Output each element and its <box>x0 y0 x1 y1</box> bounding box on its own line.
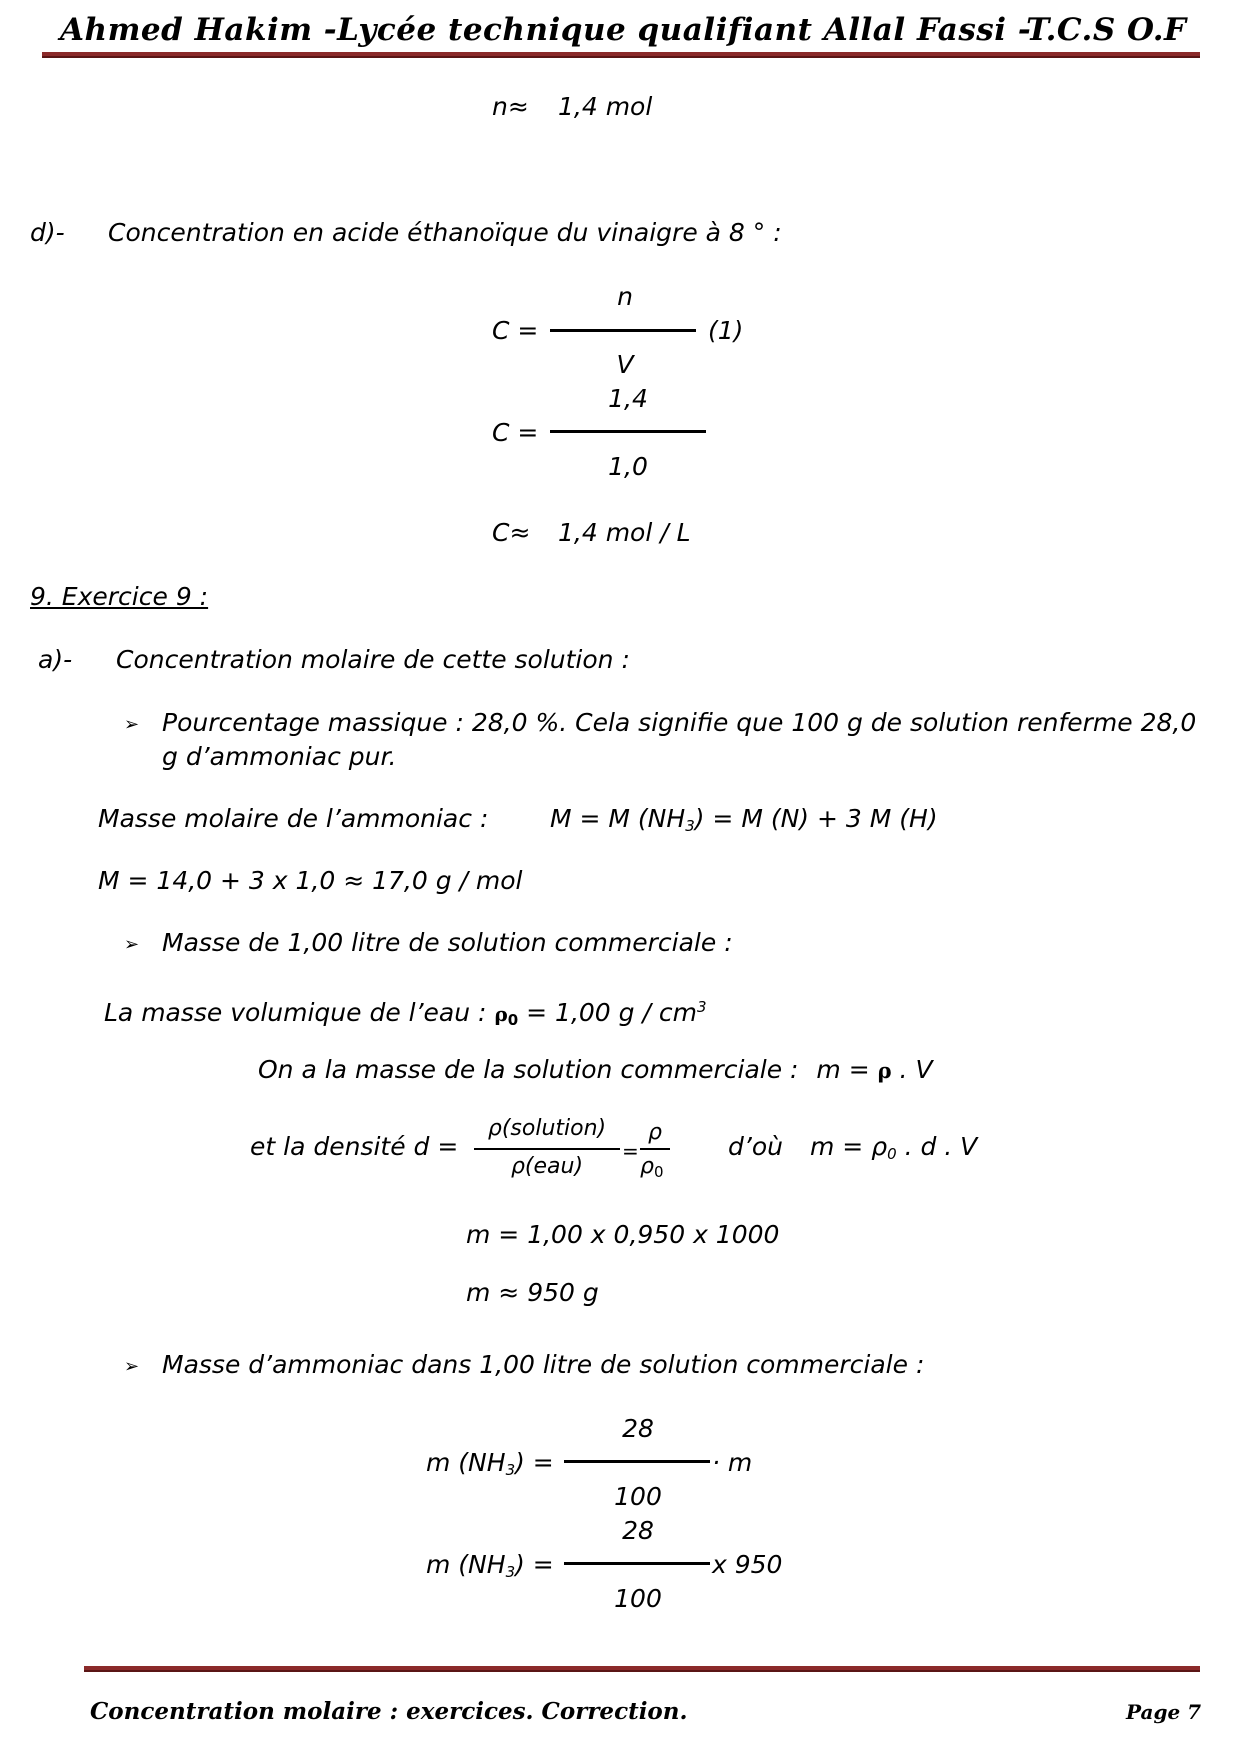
rho-water-line: La masse volumique de l’eau : $\rho_0 = 1,00$ g / $cm^3$ <box>104 998 707 1029</box>
eq2-lhs: C = <box>492 418 539 447</box>
bullet-arrow-icon: ➢ <box>124 934 140 955</box>
page-number: Page 7 <box>1126 1700 1202 1724</box>
density-numerator-2: ρ <box>648 1120 662 1145</box>
eq2-fraction-bar <box>550 430 706 433</box>
part-a-title: Concentration molaire de cette solution : <box>116 645 630 674</box>
bullet-arrow-icon: ➢ <box>124 1356 140 1377</box>
eq2-denominator: 1,0 <box>608 452 648 481</box>
bullet3-text: Masse d’ammoniac dans 1,00 litre de solution commerciale : <box>162 1350 925 1379</box>
eq1-fraction-bar <box>550 329 696 332</box>
footer-rule <box>84 1666 1200 1672</box>
m-calculation: m = 1,00 x 0,950 x 1000 <box>466 1220 780 1249</box>
density-numerator: ρ(solution) <box>487 1116 607 1141</box>
frac1-lhs: m $(NH_3)$ = <box>426 1448 554 1479</box>
frac2-rhs: x 950 <box>712 1550 783 1579</box>
density-fraction-bar-2 <box>640 1148 670 1150</box>
eq1-lhs: C = <box>492 316 539 345</box>
part-d-result-lhs: C≈ <box>492 518 531 547</box>
frac1-denominator: 100 <box>614 1482 662 1511</box>
density-formula: $m = \rho_0$ . d . V <box>810 1132 978 1163</box>
eq1-numerator: n <box>617 282 633 311</box>
part-d-title: Concentration en acide éthanoïque du vinaigre à 8 ° : <box>108 218 782 247</box>
part-d-result-value: 1,4 mol / L <box>558 518 691 547</box>
density-denominator: ρ(eau) <box>510 1154 584 1179</box>
eq2-numerator: 1,4 <box>608 384 648 413</box>
density-label: et la densité d = <box>250 1132 459 1161</box>
eq1-denominator: V <box>616 350 634 379</box>
density-fraction-bar <box>474 1148 620 1150</box>
eq1-tag: (1) <box>708 316 744 345</box>
mass-sentence: On a la masse de la solution commerciale : m = ρ . V <box>258 1055 933 1084</box>
frac1-numerator: 28 <box>622 1414 654 1443</box>
molar-mass-calc: M = 14,0 + 3 x 1,0 ≈ 17,0 g / mol <box>98 866 523 895</box>
frac1-rhs: · m <box>712 1448 753 1477</box>
frac2-lhs: m $(NH_3)$ = <box>426 1550 554 1581</box>
frac2-denominator: 100 <box>614 1584 662 1613</box>
molar-mass-label: Masse molaire de l’ammoniac : <box>98 804 489 833</box>
frac1-fraction-bar <box>564 1460 710 1463</box>
molar-mass-equation: M = M $(NH_3) = M$ (N) + 3 M (H) <box>550 804 938 835</box>
bullet1-line1: Pourcentage massique : 28,0 %. Cela signifie que 100 g de solution renferme 28,0 <box>162 708 1197 737</box>
top-result-lhs: n≈ <box>492 92 529 121</box>
frac2-numerator: 28 <box>622 1516 654 1545</box>
density-conclusion: d’où <box>728 1132 783 1161</box>
m-result: m ≈ 950 g <box>466 1278 599 1307</box>
top-result-value: 1,4 mol <box>558 92 653 121</box>
exercise-heading: 9. Exercice 9 : <box>30 582 209 611</box>
bullet2-text: Masse de 1,00 litre de solution commerciale : <box>162 928 733 957</box>
bullet1-line2: g d’ammoniac pur. <box>162 742 397 771</box>
bullet-arrow-icon: ➢ <box>124 714 140 735</box>
footer-title: Concentration molaire : exercices. Correction. <box>90 1698 688 1725</box>
header-rule <box>42 52 1200 58</box>
part-a-label: a)- <box>38 645 73 674</box>
frac2-fraction-bar <box>564 1562 710 1565</box>
density-denominator-2: $\rho_0$ <box>640 1154 664 1181</box>
page-header-title: Ahmed Hakim -Lycée technique qualifiant Allal Fassi -T.C.S O.F <box>60 12 1187 48</box>
part-d-label: d)- <box>30 218 65 247</box>
density-equals: = <box>622 1139 639 1163</box>
